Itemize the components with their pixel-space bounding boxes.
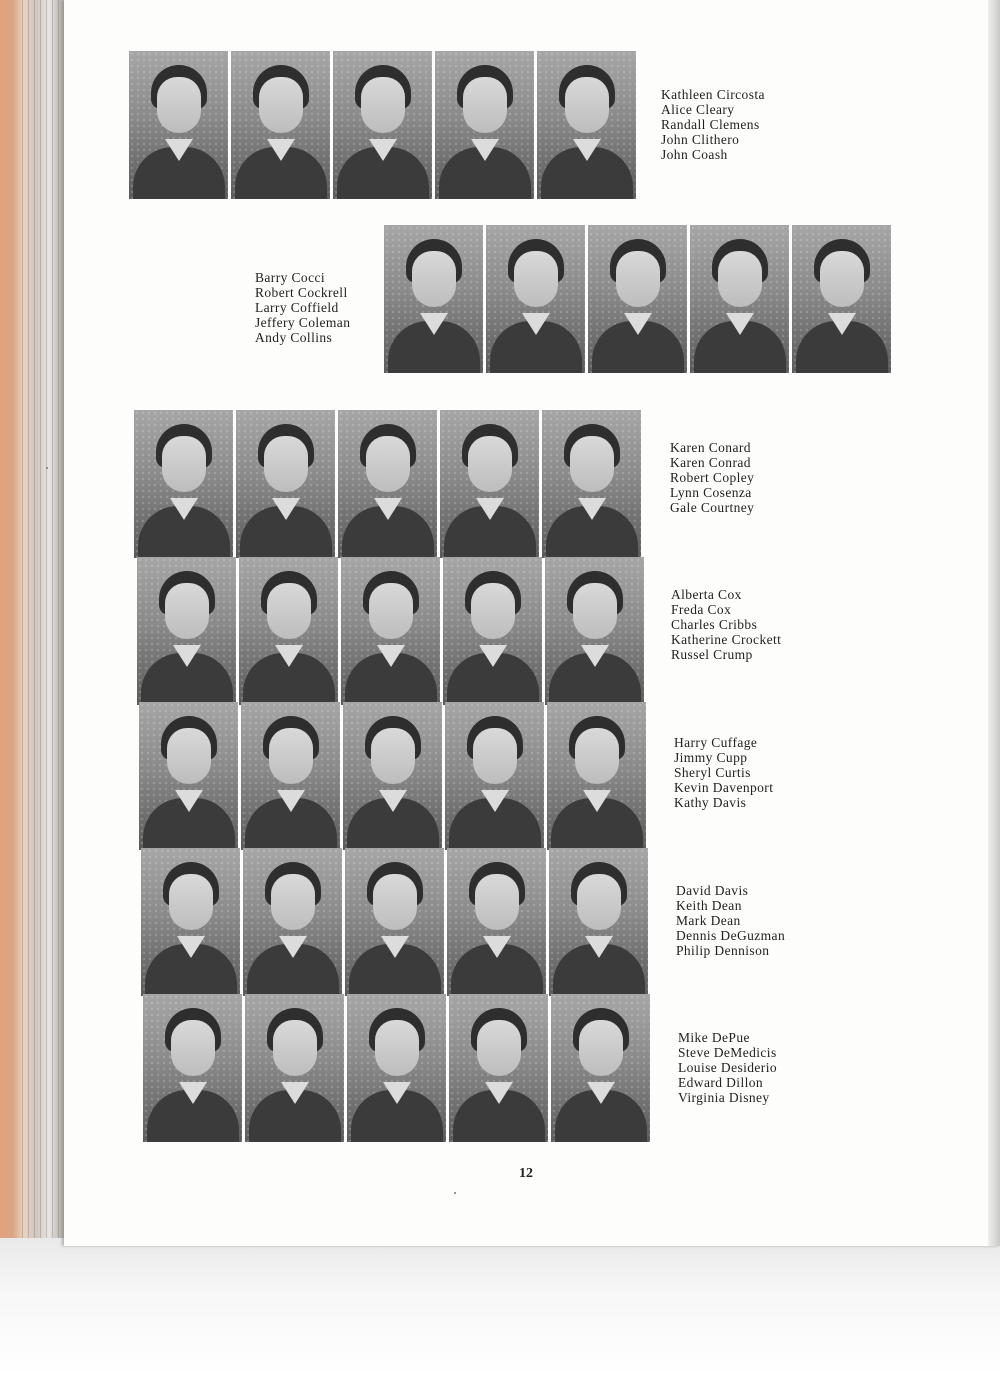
student-name: Philip Dennison [676, 943, 770, 958]
name-list-row-1 [661, 87, 765, 162]
student-photo [447, 848, 546, 996]
scan-speck [454, 1192, 456, 1194]
student-name: Russel Crump [671, 647, 753, 662]
student-photo [547, 702, 646, 850]
student-name: Dennis DeGuzman [676, 928, 786, 943]
student-photo [139, 702, 238, 850]
student-name: John Clithero [661, 132, 740, 147]
student-name: Robert Copley [670, 470, 755, 485]
photo-strip-row-1 [129, 51, 636, 199]
student-name: Andy Collins [255, 330, 333, 345]
page-right-edge [988, 0, 1000, 1246]
student-photo [141, 848, 240, 996]
student-photo [551, 994, 650, 1142]
scan-speck [46, 467, 48, 469]
student-photo [129, 51, 228, 199]
student-name: Edward Dillon [678, 1075, 764, 1090]
photo-strip-row-5 [139, 702, 646, 850]
photo-strip-row-2 [384, 225, 891, 373]
student-photo [792, 225, 891, 373]
name-list-row-5 [674, 735, 773, 810]
student-name: Gale Courtney [670, 500, 755, 515]
name-list-row-4 [671, 587, 781, 662]
student-photo [449, 994, 548, 1142]
student-photo [143, 994, 242, 1142]
student-photo [243, 848, 342, 996]
student-name: Alice Cleary [661, 102, 735, 117]
student-photo [486, 225, 585, 373]
student-name: Jeffery Coleman [255, 315, 351, 330]
student-photo [347, 994, 446, 1142]
student-name: Jimmy Cupp [674, 750, 748, 765]
student-name: Louise Desiderio [678, 1060, 778, 1075]
page-number: 12 [519, 1166, 533, 1181]
student-photo [137, 557, 236, 705]
student-name: Karen Conrad [670, 455, 751, 470]
student-name: Alberta Cox [671, 587, 742, 602]
student-name: Virginia Disney [678, 1090, 770, 1105]
photo-strip-row-7 [143, 994, 650, 1142]
scanner-bottom-shadow [0, 1238, 1000, 1375]
student-photo [537, 51, 636, 199]
student-name: Lynn Cosenza [670, 485, 752, 500]
student-photo [435, 51, 534, 199]
student-photo [588, 225, 687, 373]
student-photo [241, 702, 340, 850]
student-name: Robert Cockrell [255, 285, 348, 300]
page-stack-lines [22, 0, 68, 1250]
student-photo [549, 848, 648, 996]
name-list-row-6 [676, 883, 785, 958]
student-photo [239, 557, 338, 705]
student-name: Randall Clemens [661, 117, 760, 132]
name-list-row-2 [255, 270, 350, 345]
student-name: Sheryl Curtis [674, 765, 751, 780]
student-name: Charles Cribbs [671, 617, 758, 632]
student-photo [341, 557, 440, 705]
student-photo [690, 225, 789, 373]
student-name: John Coash [661, 147, 728, 162]
photo-strip-row-3 [134, 410, 641, 558]
name-list-row-7 [678, 1030, 777, 1105]
student-photo [343, 702, 442, 850]
student-photo [134, 410, 233, 558]
student-photo [231, 51, 330, 199]
student-name: Larry Coffield [255, 300, 339, 315]
student-name: Kathleen Circosta [661, 87, 765, 102]
student-name: Freda Cox [671, 602, 732, 617]
student-photo [345, 848, 444, 996]
student-name: Barry Cocci [255, 270, 326, 285]
student-name: Harry Cuffage [674, 735, 758, 750]
student-name: David Davis [676, 883, 749, 898]
student-name: Katherine Crockett [671, 632, 782, 647]
student-photo [236, 410, 335, 558]
photo-strip-row-4 [137, 557, 644, 705]
student-photo [545, 557, 644, 705]
student-photo [443, 557, 542, 705]
student-name: Mike DePue [678, 1030, 750, 1045]
student-name: Steve DeMedicis [678, 1045, 777, 1060]
student-photo [445, 702, 544, 850]
student-photo [384, 225, 483, 373]
student-photo [333, 51, 432, 199]
student-photo [542, 410, 641, 558]
photo-strip-row-6 [141, 848, 648, 996]
student-name: Kathy Davis [674, 795, 747, 810]
student-name: Karen Conard [670, 440, 751, 455]
student-photo [440, 410, 539, 558]
student-photo [338, 410, 437, 558]
student-name: Keith Dean [676, 898, 742, 913]
student-name: Kevin Davenport [674, 780, 774, 795]
name-list-row-3 [670, 440, 754, 515]
student-name: Mark Dean [676, 913, 741, 928]
student-photo [245, 994, 344, 1142]
